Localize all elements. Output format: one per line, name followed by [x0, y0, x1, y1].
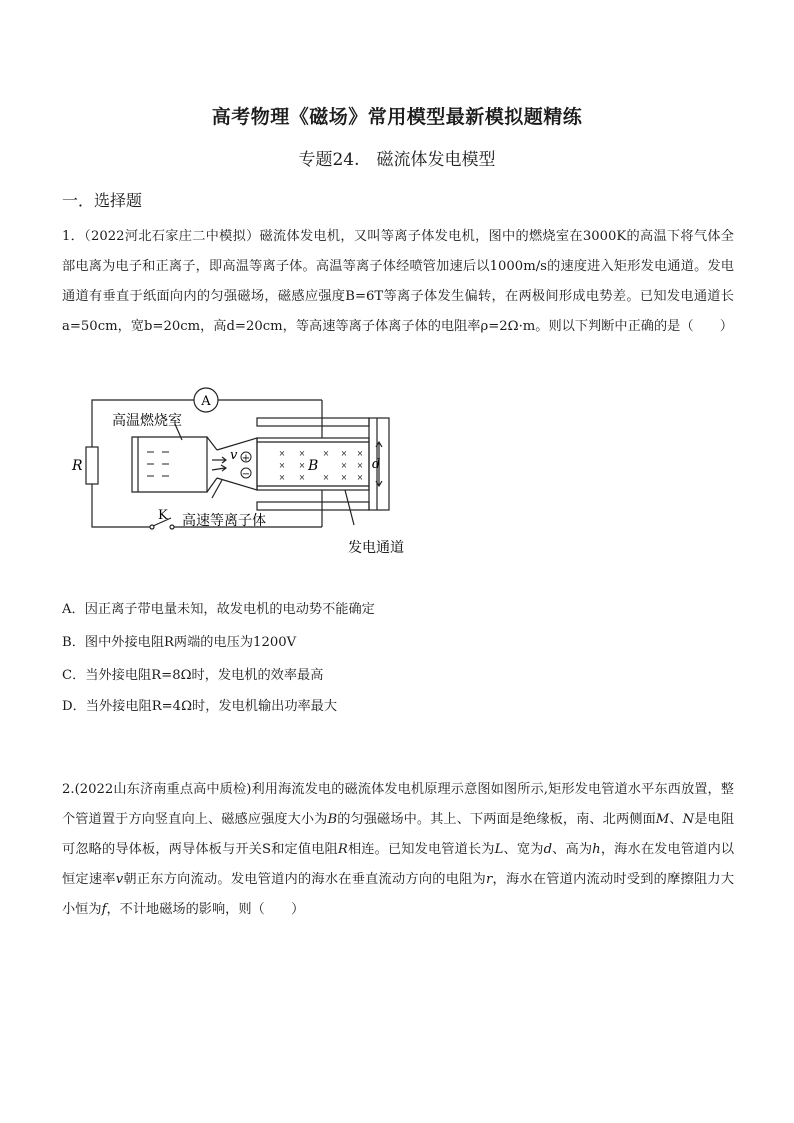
svg-text:×: × [298, 473, 306, 482]
svg-text:×: × [340, 473, 348, 482]
velocity-label: v [230, 448, 238, 463]
electrode-bottom [257, 502, 369, 510]
combustion-chamber [132, 437, 207, 492]
svg-text:×: × [356, 473, 364, 482]
switch-contact-right [170, 525, 174, 529]
plasma-label: 高速等离子体 [182, 513, 266, 529]
ammeter-label: A [201, 394, 211, 409]
page-title: 高考物理《磁场》常用模型最新模拟题精练 [211, 106, 583, 128]
svg-text:×: × [278, 449, 286, 458]
svg-text:×: × [322, 449, 330, 458]
question-1-text: 1．（2022河北石家庄二中模拟）磁流体发电机，又叫等离子体发电机，图中的燃烧室在3000K的高温下将气体全部电离为电子和正离子，即高温等离子体。高温等离子体经喷管加速后以1000m/s的速度进入矩形发电通道。发电通道有垂直于纸面向内的匀强磁场，磁感应强度B=6T等离子体发生偏转，在两极间形成电势差。已知发电通道长a=50cm，宽b=20cm，高d=20cm，等高速等离子体离子体的电阻率ρ=2Ω·m。则以下判断中正确的是（ ） [62, 229, 734, 334]
positive-sign: + [241, 453, 251, 464]
circuit-wire-left-bottom [92, 484, 152, 527]
magnetic-field-crosses [279, 449, 364, 482]
svg-text:×: × [278, 461, 286, 470]
chamber-label: 高温燃烧室 [112, 413, 182, 429]
resistor-label: R [72, 458, 83, 474]
svg-text:×: × [356, 449, 364, 458]
svg-text:×: × [356, 461, 364, 470]
chamber-charges [147, 452, 169, 476]
nozzle [217, 438, 257, 490]
option-b: B．图中外接电阻R两端的电压为1200V [62, 635, 297, 650]
channel-label: 发电通道 [348, 540, 404, 556]
height-label: d [372, 457, 381, 472]
option-d: D．当外接电阻R=4Ω时，发电机输出功率最大 [62, 699, 338, 714]
negative-sign: − [241, 469, 251, 480]
mhd-generator-diagram [62, 380, 422, 565]
section-heading: 一．选择题 [62, 191, 143, 210]
option-a: A．因正离子带电量未知，故发电机的电动势不能确定 [62, 602, 375, 617]
option-c: C．当外接电阻R=8Ω时，发电机的效率最高 [62, 668, 324, 683]
switch-label: K [158, 508, 168, 523]
svg-text:×: × [340, 449, 348, 458]
svg-text:×: × [298, 461, 306, 470]
svg-text:×: × [322, 473, 330, 482]
field-label: B [308, 458, 319, 474]
svg-text:×: × [340, 461, 348, 470]
resistor-symbol [86, 447, 98, 484]
svg-text:×: × [278, 473, 286, 482]
electrode-top [257, 418, 369, 426]
question-2-text: 2.(2022山东济南重点高中质检)利用海流发电的磁流体发电机原理示意图如图所示,矩形发电管道水平东西放置，整个管道置于方向竖直向上、磁感应强度大小为B的匀强磁场中。其上、下两面是绝缘板，南、北两侧面M、N是电阻可忽略的导体板，两导体板与开关S和定值电阻R相连。已知发电管道长为L、宽为d、高为h，海水在发电管道内以恒定速率v朝正东方向流动。发电管道内的海水在垂直流动方向的电阻为r，海水在管道内流动时受到的摩擦阻力大小恒为f，不计地磁场的影响，则（ ） [62, 782, 735, 917]
svg-text:×: × [298, 449, 306, 458]
page-subtitle: 专题24. 磁流体发电模型 [298, 150, 496, 170]
